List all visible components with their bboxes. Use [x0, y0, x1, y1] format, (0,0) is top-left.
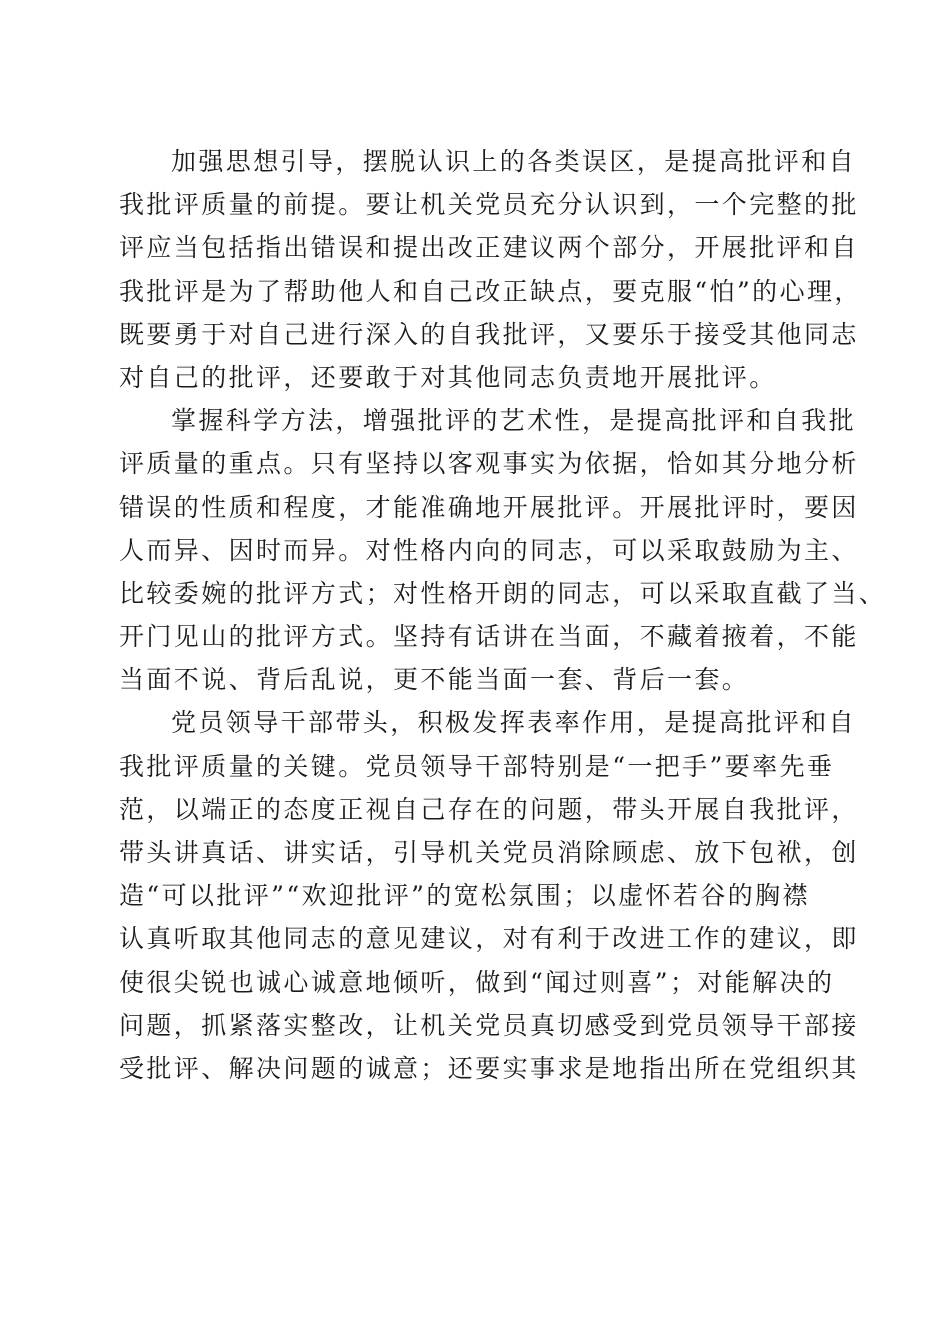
paragraph-line: 既要勇于对自己进行深入的自我批评，又要乐于接受其他同志	[119, 319, 859, 349]
paragraph-line: 范，以端正的态度正视自己存在的问题，带头开展自我批评，	[119, 794, 859, 824]
paragraph-line: 党员领导干部带头，积极发挥表率作用，是提高批评和自	[171, 708, 857, 738]
paragraph-line: 使很尖锐也诚心诚意地倾听，做到“闻过则喜”；对能解决的	[119, 967, 835, 997]
paragraph-line: 我批评质量的前提。要让机关党员充分认识到，一个完整的批	[119, 190, 859, 220]
paragraph-line: 当面不说、背后乱说，更不能当面一套、背后一套。	[119, 665, 750, 695]
paragraph-line: 造“可以批评”“欢迎批评”的宽松氛围；以虚怀若谷的胸襟	[119, 881, 810, 911]
paragraph-line: 错误的性质和程度，才能准确地开展批评。开展批评时，要因	[119, 492, 859, 522]
paragraph-1	[119, 140, 862, 399]
paragraph-line: 掌握科学方法，增强批评的艺术性，是提高批评和自我批	[171, 406, 857, 436]
paragraph-line: 问题，抓紧落实整改，让机关党员真切感受到党员领导干部接	[119, 1010, 859, 1040]
paragraph-line: 带头讲真话、讲实话，引导机关党员消除顾虑、放下包袱，创	[119, 838, 859, 867]
paragraph-line: 比较委婉的批评方式；对性格开朗的同志，可以采取直截了当、	[119, 578, 887, 608]
paragraph-line: 我批评是为了帮助他人和自己改正缺点，要克服“怕”的心理，	[119, 276, 862, 306]
paragraph-line: 对自己的批评，还要敢于对其他同志负责地开展批评。	[119, 362, 777, 392]
paragraph-3	[119, 701, 859, 1090]
paragraph-line: 人而异、因时而异。对性格内向的同志，可以采取鼓励为主、	[119, 535, 859, 565]
paragraph-line: 加强思想引导，摆脱认识上的各类误区，是提高批评和自	[171, 147, 857, 176]
paragraph-line: 认真听取其他同志的意见建议，对有利于改进工作的建议，即	[119, 924, 859, 954]
paragraph-line: 评质量的重点。只有坚持以客观事实为依据，恰如其分地分析	[119, 449, 859, 479]
paragraph-line: 评应当包括指出错误和提出改正建议两个部分，开展批评和自	[119, 233, 859, 263]
document-body	[119, 140, 887, 1090]
paragraph-line: 开门见山的批评方式。坚持有话讲在当面，不藏着掖着，不能	[119, 622, 859, 652]
paragraph-line: 受批评、解决问题的诚意；还要实事求是地指出所在党组织其	[119, 1053, 859, 1083]
paragraph-2	[119, 399, 887, 701]
paragraph-line: 我批评质量的关键。党员领导干部特别是“一把手”要率先垂	[119, 751, 835, 781]
